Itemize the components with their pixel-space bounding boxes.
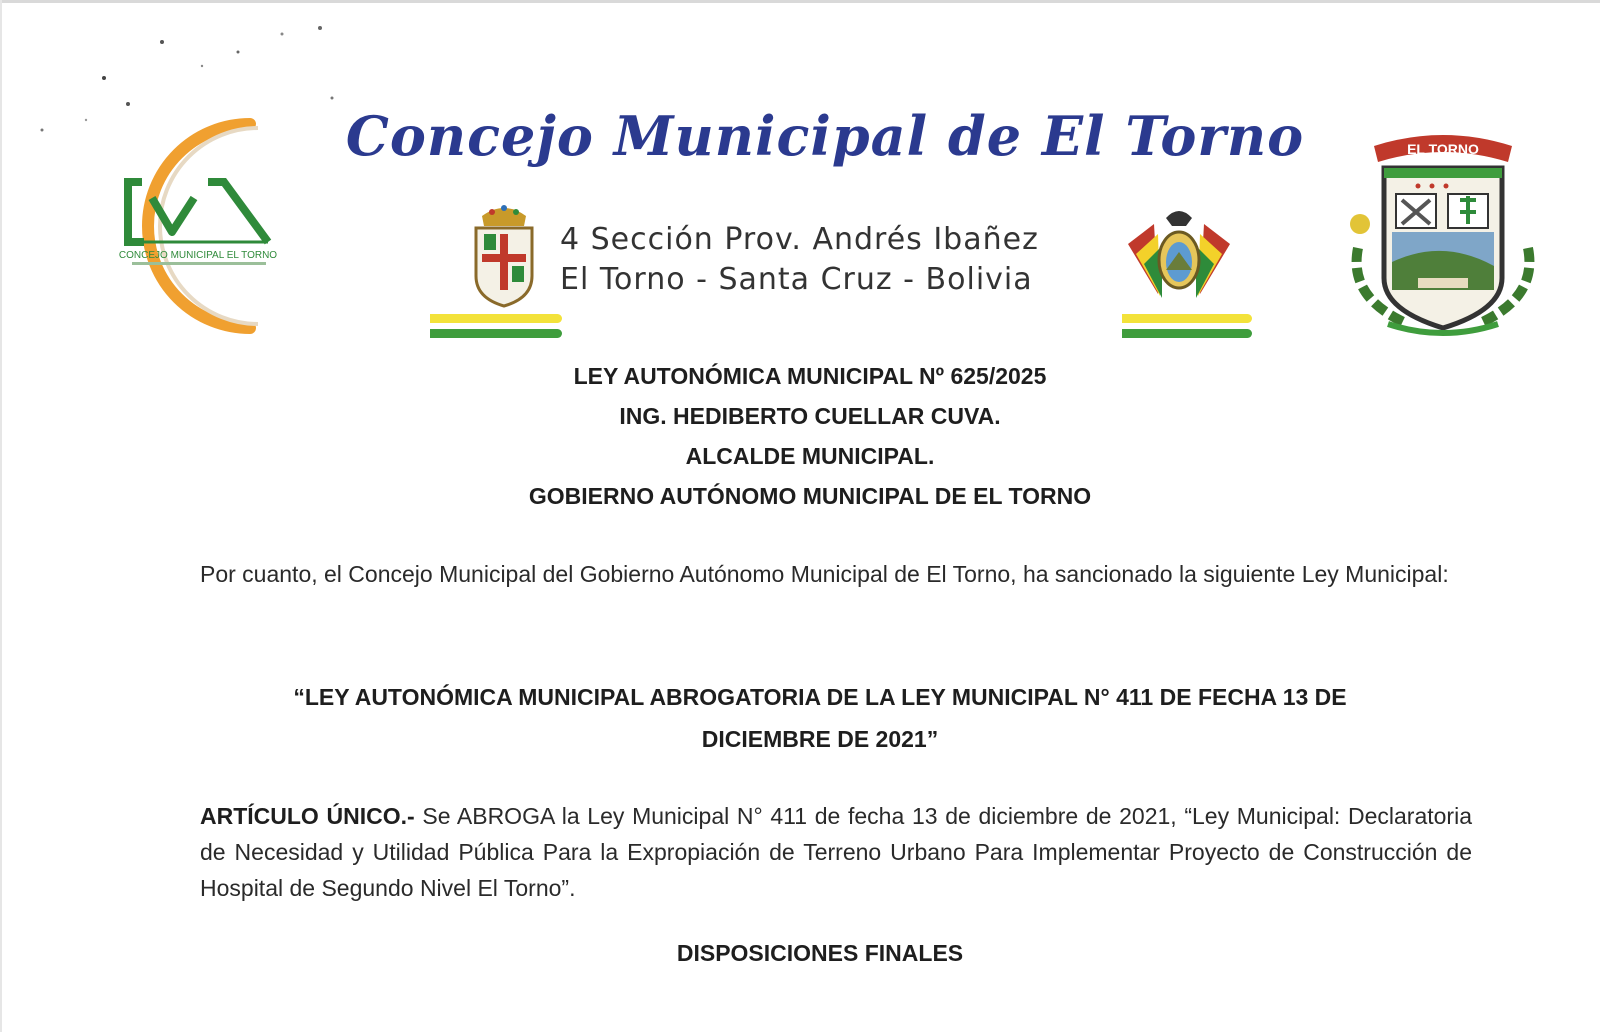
el-torno-crest-icon (1348, 128, 1538, 338)
subtitle-line-1: 4 Sección Prov. Andrés Ibañez (560, 222, 1039, 257)
council-logo-icon (72, 112, 282, 342)
el-torno-crest-text: EL TORNO (1407, 141, 1479, 157)
intro-paragraph: Por cuanto, el Concejo Municipal del Gobierno Autónomo Municipal de El Torno, ha sancionado la siguiente Ley Municipal: (200, 561, 1449, 587)
heading-law-number: LEY AUTONÓMICA MUNICIPAL Nº 625/2025 (573, 363, 1047, 389)
santa-cruz-crest-icon (468, 202, 540, 310)
document-heading (400, 356, 1220, 516)
flag-stripes-right (1122, 314, 1252, 342)
heading-mayor-name: ING. HEDIBERTO CUELLAR CUVA. (619, 403, 1001, 429)
council-logo-text: CONCEJO MUNICIPAL EL TORNO (118, 250, 278, 261)
council-subtitle (560, 220, 1120, 300)
bolivia-coat-of-arms-icon (1118, 204, 1240, 308)
council-script-title: Concejo Municipal de El Torno (345, 104, 1305, 168)
scan-edge-left (0, 0, 2, 1032)
subtitle-line-2: El Torno - Santa Cruz - Bolivia (560, 262, 1033, 297)
article-label: ARTÍCULO ÚNICO.- (200, 803, 415, 829)
flag-stripes-left (430, 314, 562, 342)
law-title: “LEY AUTONÓMICA MUNICIPAL ABROGATORIA DE LA LEY MUNICIPAL N° 411 DE FECHA 13 DE DICIEMBRE DE 2021” (293, 684, 1347, 752)
heading-government: GOBIERNO AUTÓNOMO MUNICIPAL DE EL TORNO (528, 483, 1092, 509)
article-paragraph (200, 798, 1472, 906)
section-heading-final-provisions: DISPOSICIONES FINALES (676, 940, 964, 966)
article-text: Se ABROGA la Ley Municipal N° 411 de fecha 13 de diciembre de 2021, “Ley Municipal: Declaratoria de Necesidad y Utilidad Pública Para la Expropiación de Terreno Urbano Para Implementar Proyecto de Construcción de Hospital de Segundo Nivel El Torno”. (200, 803, 1472, 901)
heading-mayor-title: ALCALDE MUNICIPAL. (685, 443, 935, 469)
